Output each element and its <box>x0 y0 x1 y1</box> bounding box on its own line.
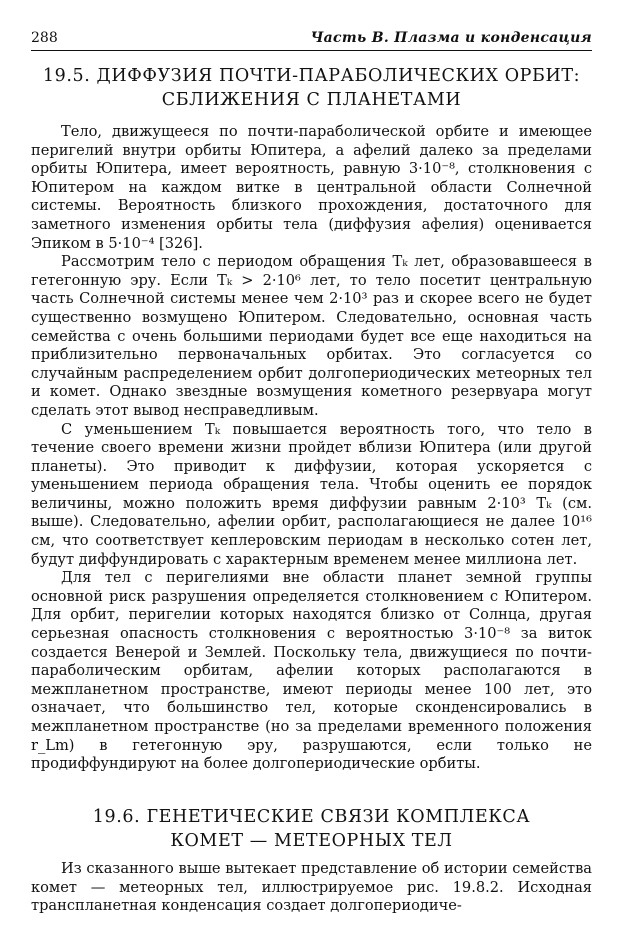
paragraph: Тело, движущееся по почти-параболической орбите и имеющее перигелий внутри орбиты Юпитера, а афелий далеко за пределами орбиты Юпитера, имеет вероятность, равную 3·10⁻⁸, столкновения с Юпитером на каждом витке в центральной области Солнечной системы. Вероятность близкого прохождения, достаточного для заметного изменения орбиты тела (диффузия афелия) оценивается Эпиком в 5·10⁻⁴ [326]. <box>31 123 592 252</box>
paragraph: Для тел с перигелиями вне области планет земной группы основной риск разрушения определяется столкновением с Юпитером. Для орбит, перигелии которых находятся близко от Солнца, другая серьезная опасность столкновения с вероятностью 3·10⁻⁸ за виток создается Венерой и Землей. Поскольку тела, движущиеся по почти-параболическим орбитам, афелии которых располагаются в межпланетном пространстве, имеют периоды менее 100 лет, это означает, что большинство тел, которые сконденсировались в межпланетном пространстве (но за пределами временного положения r_Lm) в гетегонную эру, разрушаются, если только не продиффундируют на более долгопериодические орбиты. <box>31 569 592 773</box>
section-body-19-5 <box>31 123 592 774</box>
paragraph: Из сказанного выше вытекает представление об истории семейства комет — метеорных тел, иллюстрируемое рис. 19.8.2. Исходная транспланетная конденсация создает долгопериодиче- <box>31 860 592 915</box>
section-heading-line: КОМЕТ — МЕТЕОРНЫХ ТЕЛ <box>170 831 453 851</box>
page-header <box>31 30 592 51</box>
paragraph: С уменьшением Tₖ повышается вероятность того, что тело в течение своего времени жизни пройдет вблизи Юпитера (или другой планеты). Это приводит к диффузии, которая ускоряется с уменьшением периода обращения тела. Чтобы оценить ее порядок величины, можно положить время диффузии равным 2·10³ Tₖ (см. выше). Следовательно, афелии орбит, располагающиеся не далее 10¹⁶ см, что соответствует кеплеровским периодам в несколько сотен лет, будут диффундировать с характерным временем менее миллиона лет. <box>31 420 592 568</box>
section-heading-line: СБЛИЖЕНИЯ С ПЛАНЕТАМИ <box>161 90 462 110</box>
section-heading-19-6 <box>31 805 592 853</box>
section-body-19-6 <box>31 860 592 916</box>
section-heading-line: 19.5. ДИФФУЗИЯ ПОЧТИ-ПАРАБОЛИЧЕСКИХ ОРБИТ: <box>42 66 581 86</box>
running-title: Часть В. Плазма и конденсация <box>310 30 592 46</box>
section-heading-19-5 <box>31 64 592 112</box>
section-heading-line: 19.6. ГЕНЕТИЧЕСКИЕ СВЯЗИ КОМПЛЕКСА <box>92 807 531 827</box>
paragraph: Рассмотрим тело с периодом обращения Tₖ лет, образовавшееся в гетегонную эру. Если Tₖ > 2·10⁶ лет, то тело посетит центральную часть Солнечной системы менее чем 2·10³ раз и скорее всего не будет существенно возмущено Юпитером. Следовательно, основная часть семейства с очень большими периодами будет все еще находиться на приблизительно первоначальных орбитах. Это согласуется со случайным распределением орбит долгопериодических метеорных тел и комет. Однако звездные возмущения кометного резервуара могут сделать этот вывод несправедливым. <box>31 253 592 419</box>
page-number: 288 <box>31 30 58 46</box>
